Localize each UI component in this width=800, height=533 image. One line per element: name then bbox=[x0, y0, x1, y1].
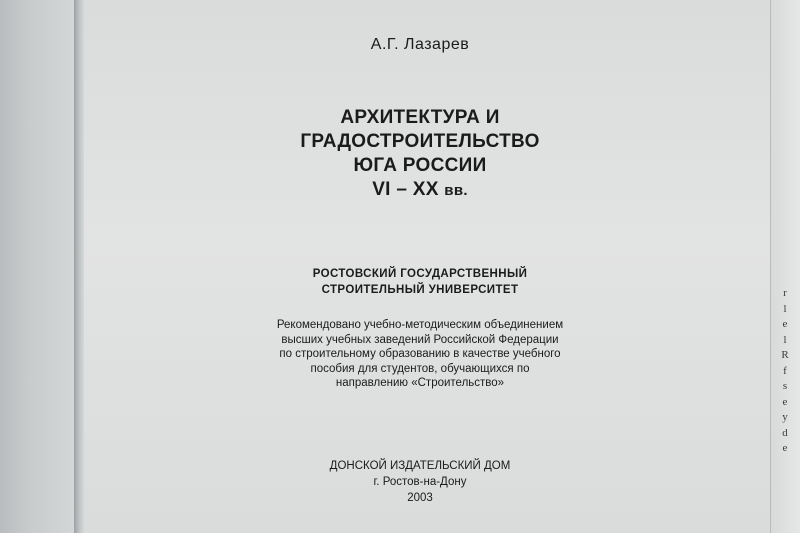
edge-letter: d bbox=[782, 426, 788, 439]
title-centuries: VI – XX bbox=[372, 179, 445, 200]
edge-letter: e bbox=[782, 395, 788, 408]
edge-letter: s bbox=[782, 380, 788, 392]
book-title bbox=[220, 106, 620, 203]
book-gutter bbox=[74, 0, 84, 533]
left-page bbox=[0, 0, 74, 533]
title-line: ГРАДОСТРОИТЕЛЬСТВО bbox=[300, 131, 540, 152]
title-line: ЮГА РОССИИ bbox=[353, 155, 487, 176]
edge-letter: l bbox=[783, 302, 787, 315]
recommendation-line: по строительному образованию в качестве учебного bbox=[279, 348, 561, 360]
university-name bbox=[220, 266, 620, 298]
publisher-name: ДОНСКОЙ ИЗДАТЕЛЬСКИЙ ДОМ bbox=[329, 460, 511, 472]
title-centuries-suffix: вв. bbox=[444, 182, 468, 199]
edge-letter: l bbox=[783, 333, 787, 346]
edge-letter: f bbox=[783, 364, 787, 377]
edge-letter: R bbox=[781, 349, 789, 361]
recommendation-line: пособия для студентов, обучающихся по bbox=[310, 362, 530, 375]
university-line: РОСТОВСКИЙ ГОСУДАРСТВЕННЫЙ bbox=[312, 268, 528, 280]
edge-letters bbox=[778, 286, 792, 457]
recommendation-line: Рекомендовано учебно-методическим объединением bbox=[276, 319, 564, 331]
author-name: А.Г. Лазарев bbox=[370, 36, 470, 53]
publication-year: 2003 bbox=[407, 492, 433, 504]
edge-letter: e bbox=[782, 442, 788, 454]
publisher-city: г. Ростов-на-Дону bbox=[373, 476, 467, 488]
edge-letter: y bbox=[782, 411, 788, 423]
edge-letter: e bbox=[782, 318, 788, 330]
recommendation-line: высших учебных заведений Российской Федерации bbox=[281, 333, 559, 346]
title-line: АРХИТЕКТУРА И bbox=[340, 107, 500, 128]
recommendation-line: направлению «Строительство» bbox=[335, 377, 505, 389]
title-line bbox=[220, 178, 620, 203]
recommendation-text bbox=[220, 318, 620, 391]
publisher-block bbox=[220, 458, 620, 506]
university-line: СТРОИТЕЛЬНЫЙ УНИВЕРСИТЕТ bbox=[321, 284, 519, 296]
edge-letter: r bbox=[783, 287, 787, 299]
